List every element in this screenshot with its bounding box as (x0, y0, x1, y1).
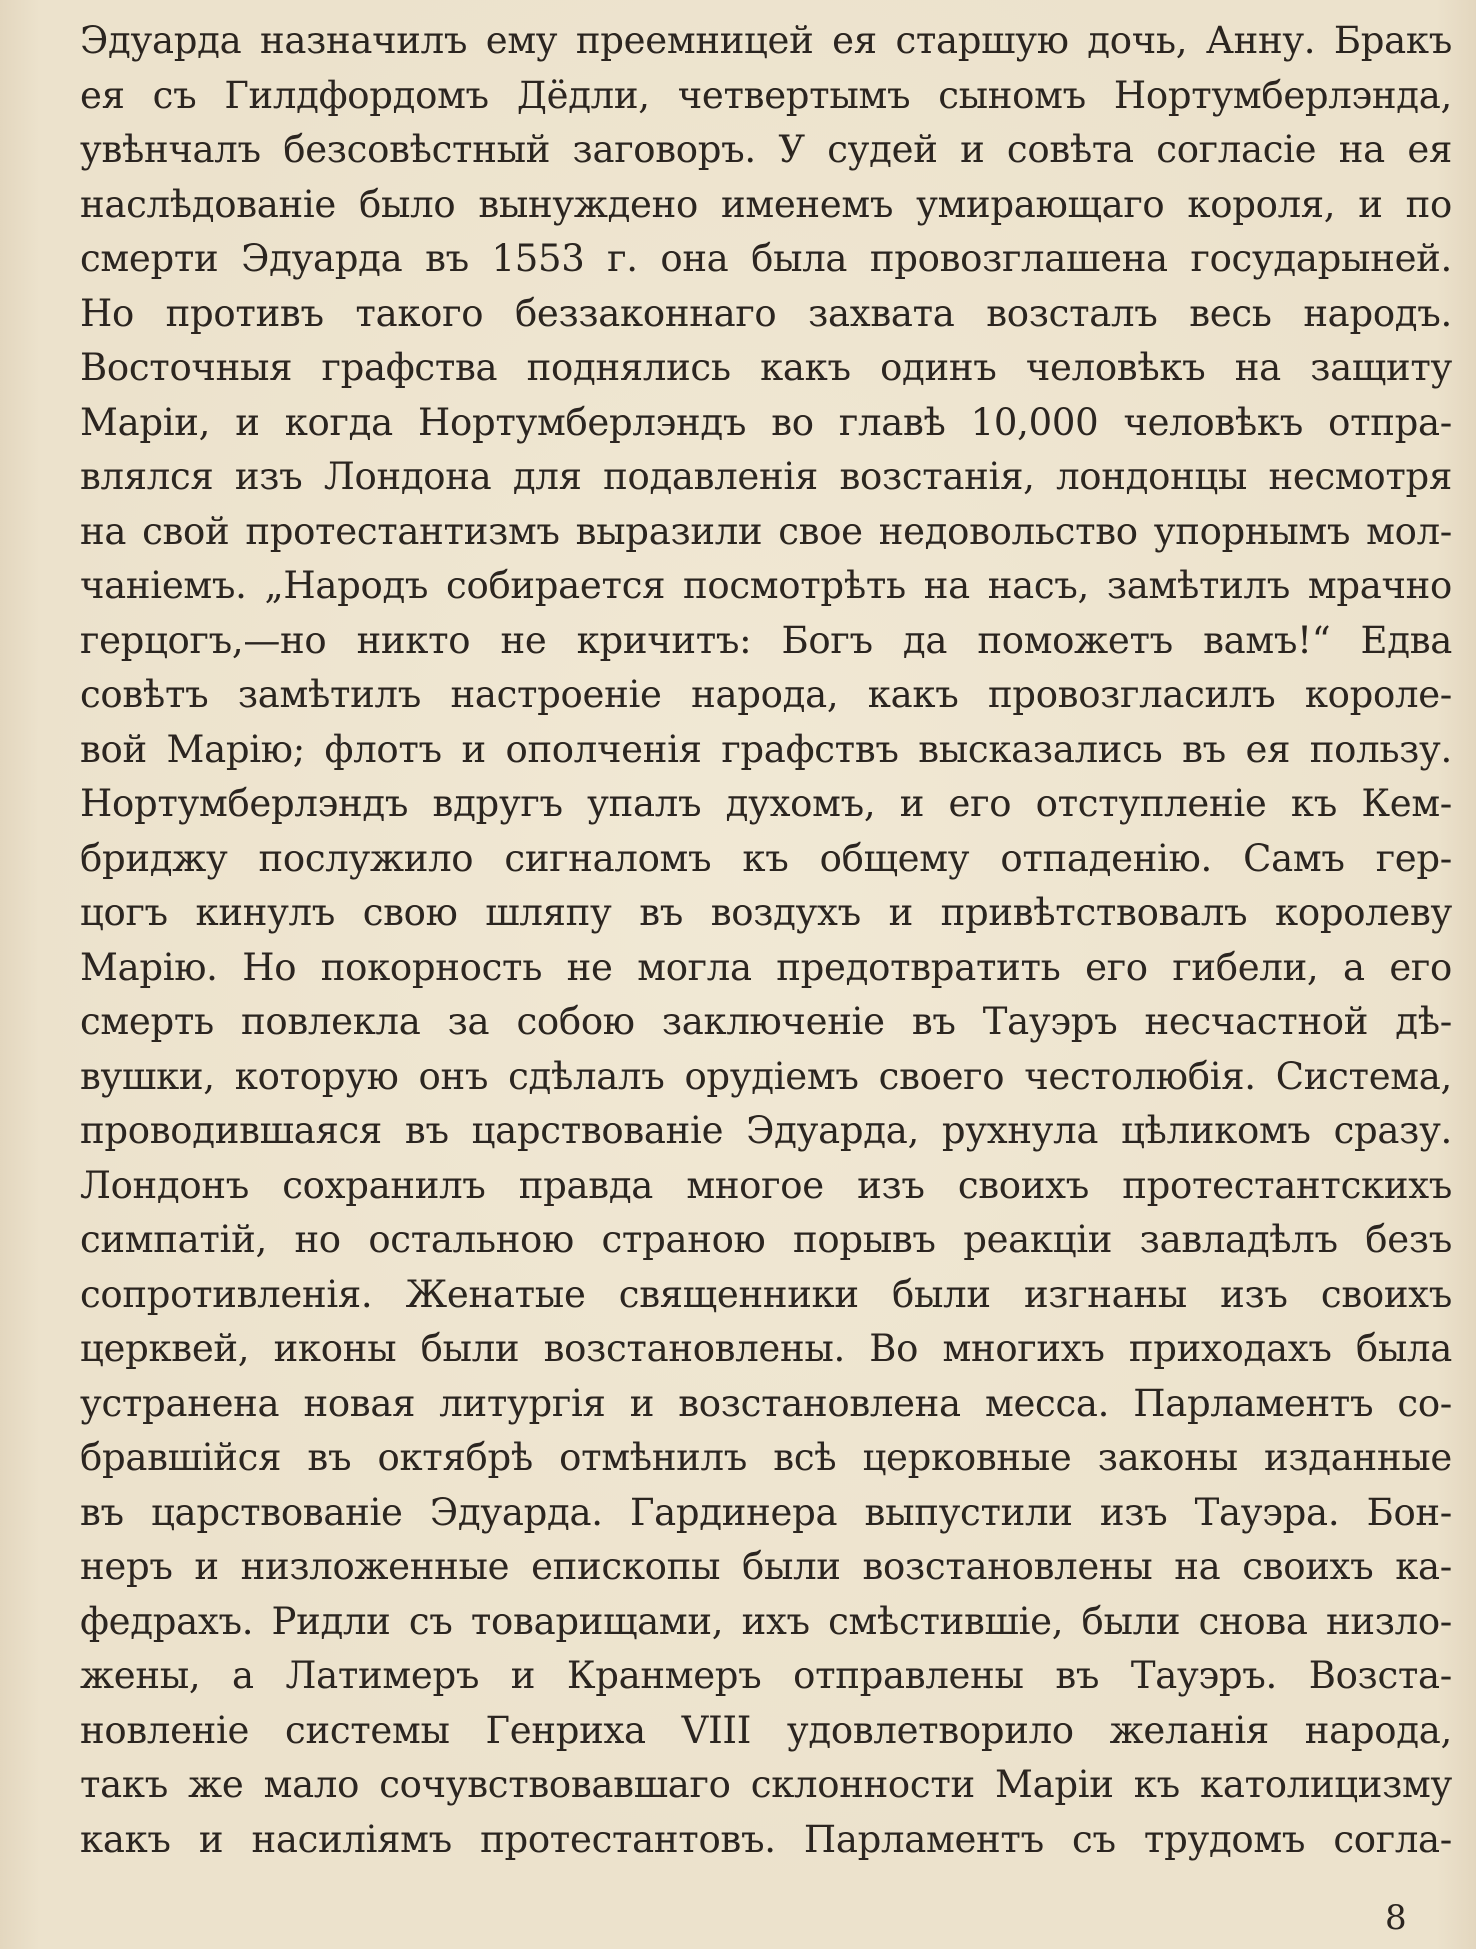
text-line: неръ и низложенные епископы были возстановлены на своихъ ка- (80, 1545, 1452, 1588)
text-line: наслѣдованіе было вынуждено именемъ умирающаго короля, и по (80, 182, 1452, 226)
text-line: цогъ кинулъ свою шляпу въ воздухъ и привѣтствовалъ королеву (80, 891, 1452, 934)
text-line: устранена новая литургія и возстановлена месса. Парламентъ со- (80, 1381, 1452, 1425)
page-number: 8 (1385, 1898, 1407, 1938)
text-line: Эдуарда назначилъ ему преемницей ея старшую дочь, Анну. Бракъ (80, 19, 1452, 62)
text-line: бриджу послужило сигналомъ къ общему отпаденію. Самъ гер- (80, 836, 1452, 880)
text-line: федрахъ. Ридли съ товарищами, ихъ смѣстившіе, были снова низло- (80, 1599, 1452, 1643)
text-line: вушки, которую онъ сдѣлалъ орудіемъ своего честолюбія. Система, (80, 1054, 1452, 1098)
text-line: церквей, иконы были возстановлены. Во многихъ приходахъ была (80, 1327, 1452, 1370)
text-line: сопротивленія. Женатые священники были изгнаны изъ своихъ (80, 1272, 1452, 1316)
text-line: Нортумберлэндъ вдругъ упалъ духомъ, и его отступленіе къ Кем- (80, 782, 1452, 825)
text-line: смерти Эдуарда въ 1553 г. она была провозглашена государыней. (80, 237, 1452, 280)
text-line: такъ же мало сочувствовавшаго склонности Маріи къ католицизму (80, 1763, 1452, 1806)
text-line: Лондонъ сохранилъ правда многое изъ своихъ протестантскихъ (80, 1163, 1452, 1207)
body-text (80, 14, 1452, 1867)
text-line: бравшійся въ октябрѣ отмѣнилъ всѣ церковные законы изданные (80, 1436, 1452, 1479)
text-line: смерть повлекла за собою заключеніе въ Тауэръ несчастной дѣ- (80, 1000, 1452, 1043)
text-line: симпатій, но остальною страною порывъ реакціи завладѣлъ безъ (80, 1218, 1452, 1261)
text-line: проводившаяся въ царствованіе Эдуарда, рухнула цѣликомъ сразу. (80, 1109, 1452, 1152)
text-line: какъ и насиліямъ протестантовъ. Парламентъ съ трудомъ согла- (80, 1817, 1452, 1861)
text-line: герцогъ,—но никто не кричитъ: Богъ да поможетъ вамъ!“ Едва (80, 618, 1452, 662)
text-line: Маріи, и когда Нортумберлэндъ во главѣ 10,000 человѣкъ отпра- (80, 400, 1452, 444)
text-line: въ царствованіе Эдуарда. Гардинера выпустили изъ Тауэра. Бон- (80, 1490, 1452, 1534)
text-line: Но противъ такого беззаконнаго захвата возсталъ весь народъ. (80, 291, 1452, 335)
text-line: влялся изъ Лондона для подавленія возстанія, лондонцы несмотря (80, 455, 1452, 498)
text-line: увѣнчалъ безсовѣстный заговоръ. У судей и совѣта согласіе на ея (80, 128, 1452, 171)
text-line: на свой протестантизмъ выразили свое недовольство упорнымъ мол- (80, 509, 1452, 553)
text-line: ея съ Гилдфордомъ Дёдли, четвертымъ сыномъ Нортумберлэнда, (80, 73, 1452, 117)
text-line: жены, а Латимеръ и Кранмеръ отправлены въ Тауэръ. Возста- (80, 1654, 1452, 1697)
text-line: Восточныя графства поднялись какъ одинъ человѣкъ на защиту (80, 346, 1452, 389)
text-line: чаніемъ. „Народъ собирается посмотрѣть на насъ, замѣтилъ мрачно (80, 564, 1452, 607)
text-line: вой Марію; флотъ и ополченія графствъ высказались въ ея пользу. (80, 727, 1452, 771)
text-line: новленіе системы Генриха VIII удовлетворило желанія народа, (80, 1708, 1452, 1752)
text-line: совѣтъ замѣтилъ настроеніе народа, какъ провозгласилъ короле- (80, 673, 1452, 716)
text-line: Марію. Но покорность не могла предотвратить его гибели, а его (80, 945, 1452, 989)
